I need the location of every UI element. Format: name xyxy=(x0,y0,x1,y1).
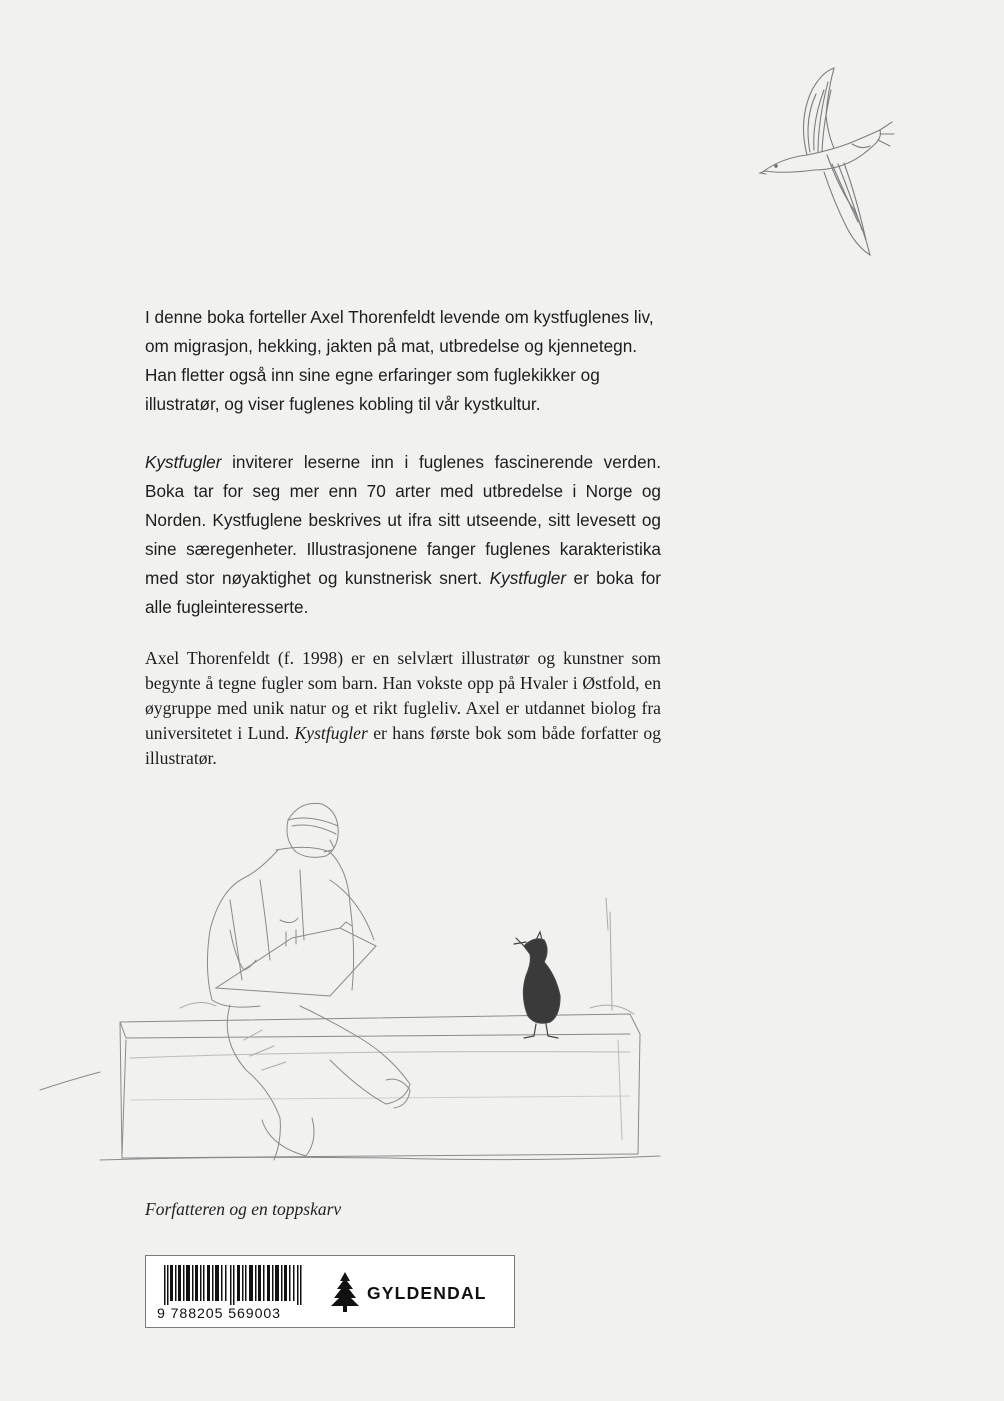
author-bio: Axel Thorenfeldt (f. 1998) er en selvlært illustratør og kunstner som begynte å tegne fugler som barn. Han vokste opp på Hvaler i Østfold, en øygruppe med unik natur og et rikt fugleliv. Axel er utdannet biolog fra universitetet i Lund. Kystfugler er hans første bok som både forfatter og illustratør. xyxy=(145,648,661,768)
illustration-caption: Forfatteren og en toppskarv xyxy=(145,1199,342,1219)
book-title: Kystfugler xyxy=(489,568,567,588)
intro-paragraph: I denne boka forteller Axel Thorenfeldt levende om kystfuglenes liv, om migrasjon, hekking, jakten på mat, utbredelse og kjennetegn. Han fletter også inn sine egne erfaringer som fuglekikker og illustratør, og viser fuglenes kobling til vår kystkultur. xyxy=(145,307,654,414)
book-title: Kystfugler xyxy=(145,452,222,472)
author-and-cormorant-sketch xyxy=(30,800,690,1180)
isbn-barcode xyxy=(164,1265,302,1305)
book-title: Kystfugler xyxy=(294,723,368,743)
barcode-label xyxy=(145,1255,515,1328)
isbn-number: 9 788205 569003 xyxy=(157,1306,281,1322)
spruce-tree-icon xyxy=(330,1272,360,1312)
description-paragraph: Kystfugler inviterer leserne inn i fuglenes fascinerende verden. Boka tar for seg mer enn 70 arter med utbredelse i Norge og Norden. Kystfuglene beskrives ut ifra sitt utseende, sitt levesett og sine særegenheter. Illustrasjonene fanger fuglenes karakteristika med stor nøyaktighet og kunstnerisk snert. Kystfugler er boka for alle fugleinteresserte. xyxy=(145,452,662,617)
publisher-logo-text: GYLDENDAL xyxy=(367,1283,487,1303)
seabird-sketch xyxy=(752,60,902,260)
